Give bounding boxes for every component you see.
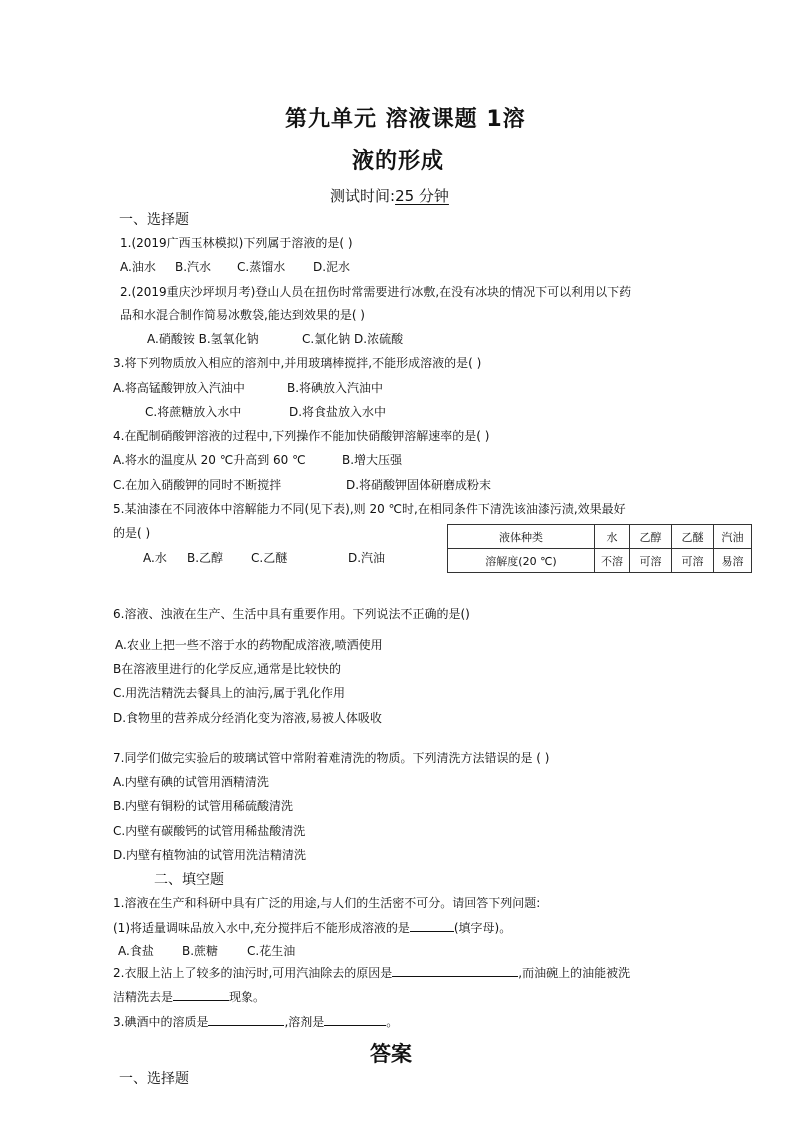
q7-option-d: D.内壁有植物油的试管用洗洁精清洗 xyxy=(113,848,307,862)
section-fill-heading: 二、填空题 xyxy=(154,872,224,888)
table-cell: 不溶 xyxy=(595,549,630,573)
answer-blank[interactable] xyxy=(324,1013,386,1026)
test-time xyxy=(330,186,449,206)
q5-option-b: B.乙醇 xyxy=(187,551,224,565)
section-choice-heading: 一、选择题 xyxy=(119,212,189,228)
table-cell: 汽油 xyxy=(714,525,752,549)
q6-option-c: C.用洗洁精洗去餐具上的油污,属于乳化作用 xyxy=(113,686,346,700)
answer-choice-heading: 一、选择题 xyxy=(119,1071,189,1087)
answer-heading: 答案 xyxy=(370,1042,412,1066)
f2-text-b: ,而油碗上的油能被洗 xyxy=(518,966,631,980)
q1-option-c: C.蒸馏水 xyxy=(237,260,286,274)
q5-stem-line1: 5.某油漆在不同液体中溶解能力不同(见下表),则 20 ℃时,在相同条件下清洗该油漆污渍,效果最好 xyxy=(113,502,626,516)
f1-option-b: B.蔗糖 xyxy=(182,944,219,958)
f1-stem: 1.溶液在生产和科研中具有广泛的用途,与人们的生活密不可分。请回答下列问题: xyxy=(113,896,541,910)
f1-option-a: A.食盐 xyxy=(118,944,154,958)
q2-options-ab: A.硝酸铵 B.氢氧化钠 xyxy=(147,332,259,346)
page-title-line2: 液的形成 xyxy=(352,149,445,174)
f1-part1-text-b: (填字母)。 xyxy=(453,921,512,935)
table-cell: 可溶 xyxy=(630,549,672,573)
q5-stem-line2: 的是( ) xyxy=(113,526,151,540)
f2-text-c: 洁精洗去是 xyxy=(113,990,174,1004)
table-cell: 易溶 xyxy=(714,549,752,573)
q1-option-a: A.油水 xyxy=(120,260,156,274)
q6-option-d: D.食物里的营养成分经消化变为溶液,易被人体吸收 xyxy=(113,711,382,725)
answer-blank[interactable] xyxy=(173,988,229,1001)
q7-option-a: A.内壁有碘的试管用酒精清洗 xyxy=(113,775,269,789)
answer-blank[interactable] xyxy=(392,964,518,977)
table-row xyxy=(448,525,752,549)
table-cell: 乙醇 xyxy=(630,525,672,549)
q1-stem: 1.(2019广西玉林模拟)下列属于溶液的是( ) xyxy=(120,236,353,250)
q3-option-c: C.将蔗糖放入水中 xyxy=(145,405,242,419)
q6-option-a: A.农业上把一些不溶于水的药物配成溶液,喷洒使用 xyxy=(115,638,383,652)
table-cell: 可溶 xyxy=(672,549,714,573)
f2-text-a: 2.衣服上沾上了较多的油污时,可用汽油除去的原因是 xyxy=(113,966,393,980)
q4-option-b: B.增大压强 xyxy=(342,453,403,467)
f1-option-c: C.花生油 xyxy=(247,944,296,958)
f1-part1-text-a: (1)将适量调味品放入水中,充分搅拌后不能形成溶液的是 xyxy=(113,921,410,935)
q3-option-d: D.将食盐放入水中 xyxy=(289,405,387,419)
f2-line1 xyxy=(113,964,630,981)
q2-options-cd: C.氯化钠 D.浓硫酸 xyxy=(302,332,404,346)
table-cell: 溶解度(20 ℃) xyxy=(448,549,595,573)
page-title-line1: 第九单元 溶液课题 1溶 xyxy=(285,107,526,132)
table-row xyxy=(448,549,752,573)
q2-stem-line1: 2.(2019重庆沙坪坝月考)登山人员在扭伤时常需要进行冰敷,在没有冰块的情况下可以利用以下药 xyxy=(120,285,632,299)
q4-option-d: D.将硝酸钾固体研磨成粉末 xyxy=(346,478,492,492)
table-cell: 液体种类 xyxy=(448,525,595,549)
q3-option-a: A.将高锰酸钾放入汽油中 xyxy=(113,381,245,395)
f3-text-a: 3.碘酒中的溶质是 xyxy=(113,1015,209,1029)
f3-line xyxy=(113,1013,398,1030)
q3-option-b: B.将碘放入汽油中 xyxy=(287,381,384,395)
q2-stem-line2: 品和水混合制作简易冰敷袋,能达到效果的是( ) xyxy=(120,308,365,322)
f2-line2 xyxy=(113,988,265,1005)
q7-option-b: B.内壁有铜粉的试管用稀硫酸清洗 xyxy=(113,799,294,813)
q7-option-c: C.内壁有碳酸钙的试管用稀盐酸清洗 xyxy=(113,824,306,838)
q6-stem: 6.溶液、浊液在生产、生活中具有重要作用。下列说法不正确的是() xyxy=(113,607,470,621)
q5-option-d: D.汽油 xyxy=(348,551,386,565)
q3-stem: 3.将下列物质放入相应的溶剂中,并用玻璃棒搅拌,不能形成溶液的是( ) xyxy=(113,356,482,370)
test-time-label: 测试时间: xyxy=(330,187,396,205)
table-cell: 乙醚 xyxy=(672,525,714,549)
test-time-value: 25 分钟 xyxy=(395,187,449,205)
q4-option-a: A.将水的温度从 20 ℃升高到 60 ℃ xyxy=(113,453,306,467)
f1-part1 xyxy=(113,919,511,936)
q1-option-b: B.汽水 xyxy=(175,260,212,274)
table-cell: 水 xyxy=(595,525,630,549)
answer-blank[interactable] xyxy=(208,1013,284,1026)
f3-text-b: ,溶剂是 xyxy=(284,1015,325,1029)
q5-option-c: C.乙醚 xyxy=(251,551,288,565)
f3-text-c: 。 xyxy=(386,1015,399,1029)
q4-option-c: C.在加入硝酸钾的同时不断搅拌 xyxy=(113,478,282,492)
answer-blank[interactable] xyxy=(410,919,454,932)
q4-stem: 4.在配制硝酸钾溶液的过程中,下列操作不能加快硝酸钾溶解速率的是( ) xyxy=(113,429,490,443)
solubility-table xyxy=(447,524,752,573)
q7-stem: 7.同学们做完实验后的玻璃试管中常附着难清洗的物质。下列清洗方法错误的是 ( ) xyxy=(113,751,550,765)
q6-option-b: B在溶液里进行的化学反应,通常是比较快的 xyxy=(113,662,342,676)
f2-text-d: 现象。 xyxy=(229,990,266,1004)
q5-option-a: A.水 xyxy=(143,551,167,565)
q1-option-d: D.泥水 xyxy=(313,260,351,274)
